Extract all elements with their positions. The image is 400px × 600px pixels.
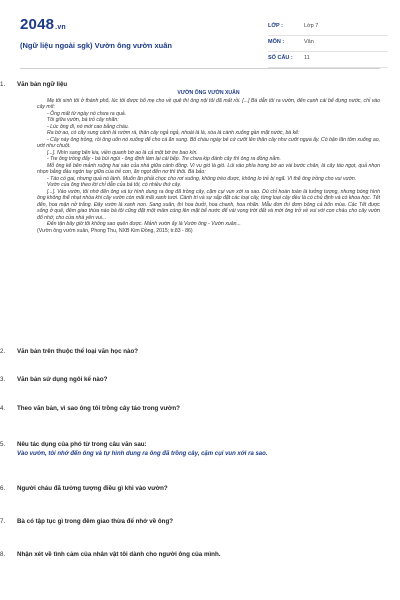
header bbox=[20, 10, 380, 72]
question-text: Người cháu đã tưởng tượng điều gì khi vào vườn? bbox=[17, 485, 168, 492]
question-text: Văn bản trên thuộc thể loại văn học nào? bbox=[17, 348, 139, 355]
meta-key: LỚP : bbox=[268, 23, 283, 29]
passage-paragraph: - Ông mất từ ngày nó chưa ra quả. bbox=[47, 110, 127, 117]
meta-row-grade bbox=[268, 20, 388, 36]
passage-paragraph: Ra bờ ao, có cây sung cành lá rườm rà, thân cây ngả ngả, nhoài lá là, xòa lá cành xuống gần mặt nước, bà kể: bbox=[47, 130, 300, 136]
passage-paragraph: Tôi giữa vườn, bà trỏ cây nhãn: bbox=[47, 117, 119, 123]
meta-key: SỐ CÂU : bbox=[268, 55, 293, 61]
passage-paragraph: Mẹ tôi sinh tôi ở thành phố, lúc tôi được bố mẹ cho về quê thì ông nội tôi đã mất rồi. [...] Bà dẫn tôi ra vườn, đến cạnh cái bể đựng nước, chỉ vào cây mít: bbox=[37, 97, 380, 110]
passage-paragraph: - Cây này ông trồng, rồi ông uốn nó xuống để cho cá ăn sung. Bố cháu ngày bé cứ cưỡi lên thân cây như cưỡi ngựa ấy. Có bận lăn tõm xuống ao, ướt như chuột. bbox=[37, 136, 380, 149]
document-title: (Ngữ liệu ngoài sgk) Vườn ông vườn xuân bbox=[20, 41, 172, 50]
meta-table bbox=[268, 20, 388, 68]
question-text: Văn bản sử dụng ngôi kể nào? bbox=[17, 376, 108, 383]
question-number: 8. bbox=[0, 551, 6, 558]
passage-paragraph: - Tre ông trồng đấy - bà bùi ngùi - ông định làm lại cái bếp. Tre chưa kịp đánh cây thì ông ra đồng nằm. bbox=[47, 156, 281, 162]
passage bbox=[37, 90, 380, 234]
header-divider bbox=[20, 68, 380, 69]
question-quote: Vào vườn, tôi nhớ đến ông và tự hình dung ra ông đã trồng cây, cặm cụi vun xới ra sao. bbox=[17, 451, 268, 457]
passage-paragraph: [...]. Vào vườn, tôi nhớ đến ông và tự hình dung ra ông đã trồng cây, cặm cụi vun xới ra sao. Dù chỉ hoàn toàn là tưởng tượng, nhưng bóng hình ông không thể nhạt nhòa khi cây vườn còn mãi mãi xanh tươi. Cành tri và sự sắp đặt các loại cây, từng loại cây đều là có chủ định và có khoa học. Tết đến, hoa mận nở trắng. Đây vườn lá xanh non. Sang xuân, thì hoa bưởi, hoa chanh, hoa nhãn. Mẫu đơn thì đơm bông cả bốn mùa. Các Tết được sống ở quê, đêm giao thừa nào bà tôi cũng đặt một mâm cúng lên mặt bể nước để vái vọng trời đất và mời ông trở về vui với con cháu cho cây vườn đổ nhớ, cho cửa nhà yên vui... bbox=[37, 188, 380, 221]
question-number: 3. bbox=[0, 376, 6, 383]
question-number: 1. bbox=[0, 81, 6, 88]
passage-paragraph: [...]. Nhìn sang bên kia, viền quanh bờ ao là cả một bờ tre bao kín. bbox=[47, 149, 198, 156]
passage-title: VƯỜN ÔNG VƯỜN XUÂN bbox=[177, 90, 240, 96]
logo-main: 2048 bbox=[20, 16, 55, 33]
question-text: Nêu tác dụng của phó từ trong câu văn sau: bbox=[17, 441, 147, 448]
meta-row-count bbox=[268, 52, 388, 68]
question-number: 5. bbox=[0, 441, 6, 448]
site-logo[interactable] bbox=[20, 16, 66, 33]
question-number: 6. bbox=[0, 485, 6, 492]
passage-paragraph: Đến tận bây giờ tôi không sao quên được. Mảnh vườn ấy là Vườn ông - Vườn xuân... bbox=[47, 221, 241, 227]
passage-paragraph: Mỗ ông kế bên mảnh ruộng hai sào của nhà giữa cánh đồng. Vì vu gió là gió. Lúi vào phía trong bờ ao vài bước chân, là cây táo ngọt, quả nhọn nhọn bằng đầu ngón tay giữa của trẻ con, ăn ngọt đến nơ thì thôi. Bà bảo: bbox=[37, 162, 380, 175]
question-text: Theo văn bản, vì sao ông tôi trồng cây táo trong vườn? bbox=[17, 405, 180, 412]
meta-value: 11 bbox=[304, 55, 310, 61]
meta-row-subject bbox=[268, 36, 388, 52]
passage-paragraph: Vườn của ông theo lời chỉ dẫn của bà tôi, có nhiều thứ cây. bbox=[47, 182, 182, 188]
question-text: Văn bản ngữ liệu bbox=[17, 81, 68, 88]
meta-key: MÔN : bbox=[268, 39, 285, 45]
passage-source: (Vườn ông vườn xuân, Phong Thu, NXB Kim Đồng, 2015; tr.83 - 86) bbox=[37, 227, 193, 234]
meta-value: Lớp 7 bbox=[304, 23, 319, 29]
question-number: 4. bbox=[0, 405, 6, 412]
meta-value: Văn bbox=[304, 39, 314, 45]
passage-paragraph: - Táo có gai, nhưng quả nó lành. Muốn ăn phải chọc cho rơi xuống, không trèo được, không lo trẻ bị ngã. Vì thế ông trồng cho vui vườn. bbox=[47, 175, 357, 182]
question-text: Bà có tập tục gì trong đêm giao thừa để nhớ về ông? bbox=[17, 518, 174, 525]
question-number: 7. bbox=[0, 518, 6, 525]
question-number: 2. bbox=[0, 348, 6, 355]
logo-suffix: .vn bbox=[55, 24, 66, 31]
passage-paragraph: - Lúc ông đi, nó mới cao bằng cháu. bbox=[47, 123, 129, 130]
question-text: Nhận xét về tình cảm của nhân vật tôi dành cho người ông của mình. bbox=[17, 551, 221, 558]
